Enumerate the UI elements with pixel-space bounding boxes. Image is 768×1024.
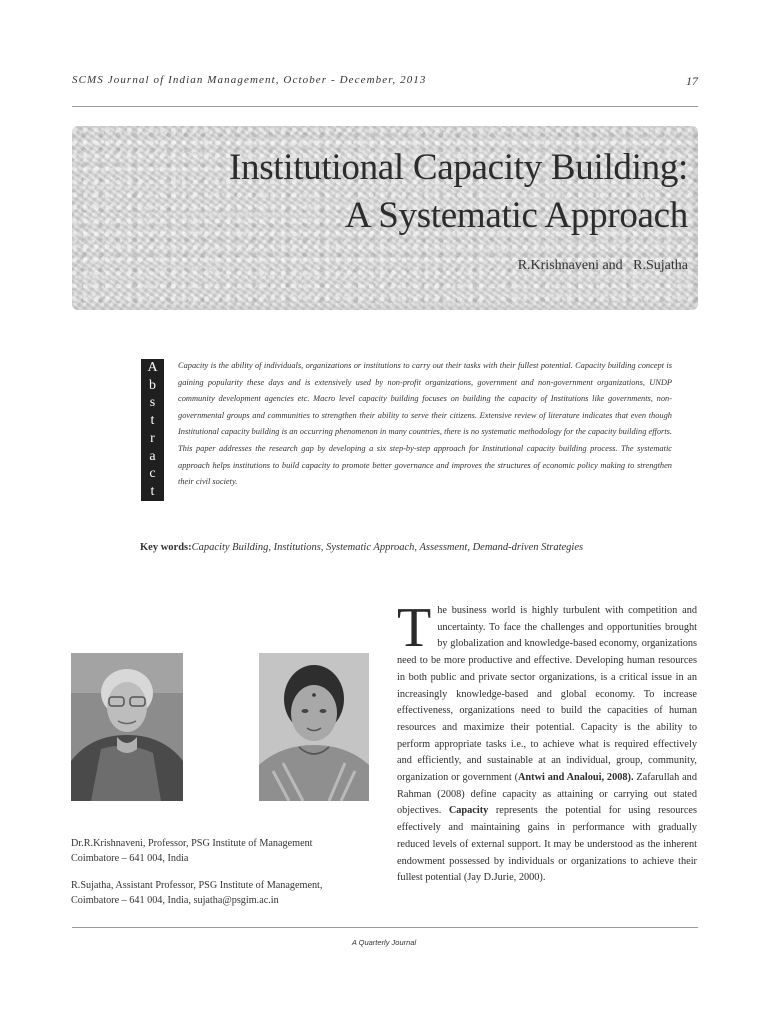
title-line-1: Institutional Capacity Building: [228,147,688,188]
body-column [397,597,697,887]
keywords [140,542,583,553]
body-text-2: Zafarullah and Rahman (2008) define capacity as attaining or carrying out stated objectives. [397,772,697,817]
author-photo-sujatha [259,653,369,801]
affiliation-sujatha [71,878,322,908]
article-title [229,144,688,240]
abstract-label-letter: a [149,448,156,464]
affiliation-1-line-2: Coimbatore – 641 004, India [71,853,189,864]
article-authors: R.Krishnaveni and R.Sujatha [517,258,688,273]
body-paragraph [397,597,697,887]
abstract-label-letter: t [150,413,155,429]
term-capacity: Capacity [448,805,489,817]
affiliation-2-line-1: R.Sujatha, Assistant Professor, PSG Institute of Management, [71,880,323,891]
abstract-label-letter: b [149,377,156,393]
header-rule [72,106,698,107]
journal-name: SCMS Journal of Indian Management, October - December, 2013 [72,74,427,86]
keywords-label: Key words: [140,542,192,553]
author-photo-krishnaveni [71,653,183,801]
affiliation-1-line-1: Dr.R.Krishnaveni, Professor, PSG Institute of Management [71,838,313,849]
body-text-3: represents the potential for using resources effectively and maintaining gains in performance with gradually reduced levels of external support. It may be understood as the inherent endowment possessed by individuals or organizations to achieve their fullest potential (Jay D.Jurie, 2000). [397,805,697,884]
abstract-label-letter: t [150,483,155,499]
drop-cap: T [397,597,432,659]
page-number: 17 [686,74,698,88]
affiliation-2-line-2: Coimbatore – 641 004, India, sujatha@psgim.ac.in [71,895,279,906]
abstract-text: Capacity is the ability of individuals, organizations or institutions to carry out their tasks with their fullest potential. Capacity building concept is gaining popularity these days and is extensively used by non-profit organizations, government and non-government organizations, UNDP community development agencies etc. Macro level capacity building focuses on building the capacity of Institutions like governments, non-governmental groups and communities to strengthen their ability to serve their citizens. Extensive review of literature indicates that even though Institutional capacity building is an occurring phenomenon in many countries, there is no systematic methodology for the capacity building efforts. This paper addresses the research gap by developing a six step-by-step approach for Institutional capacity building process. The systematic approach helps institutions to build capacity to promote better governance and improves the structures of economic policy making to strengthen their civil society. [178,361,672,487]
abstract-label-letter: A [147,360,158,375]
citation-antwi: Antwi and Analoui, 2008). [518,772,634,784]
abstract-label-letter: r [150,430,155,446]
running-head [72,74,698,86]
keywords-text: Capacity Building, Institutions, Systematic Approach, Assessment, Demand-driven Strategies [191,542,584,553]
abstract-label [141,359,164,501]
title-banner [72,126,698,310]
title-line-2: A Systematic Approach [344,195,688,236]
footer-rule [72,927,698,928]
affiliation-krishnaveni [71,836,313,866]
footer-text: A Quarterly Journal [351,938,417,947]
abstract-label-letter: c [149,466,156,482]
abstract-label-letter: s [149,395,156,411]
body-text-1: he business world is highly turbulent with competition and uncertainty. To face the challenges and opportunities brought by globalization and knowledge-based economy, organizations need to be more productive and effective. Developing human resources in both public and private sector organizations, is a critical issue in an increasingly knowledge-based and global economy. To increase effectiveness, organizations need to build the capacities of human resources and maximize their potential. Capacity is the ability to perform appropriate tasks i.e., to achieve what is required effectively and efficiently, and sustainable at an individual, group, community, organization or government ( [397,605,697,784]
